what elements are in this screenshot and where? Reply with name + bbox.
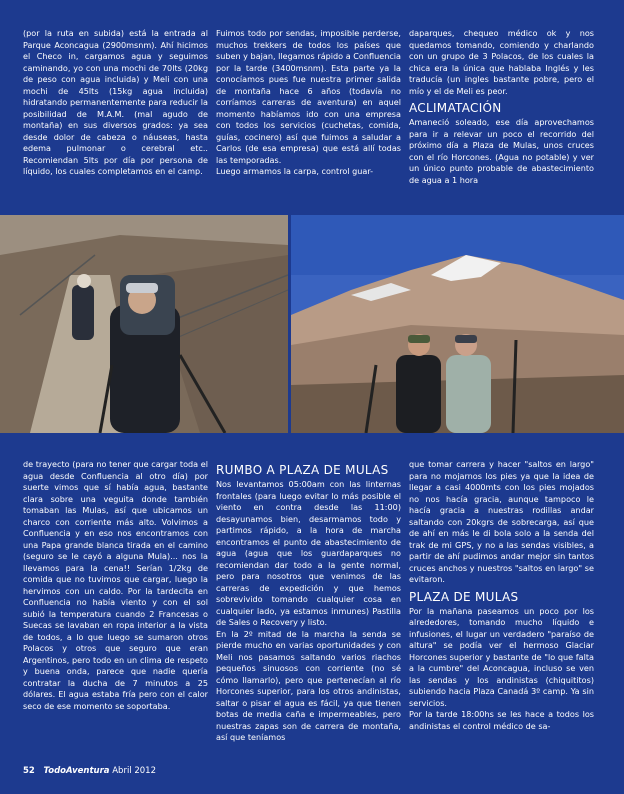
- paragraph: Fuimos todo por sendas, imposible perderse, muchos trekkers de todos los países que suben y bajan, llegamos rápido a Confluencia por la tarde (3400msnm). Esta parte ya la conocíamos pues fue nuestra primer salida de montaña hace 6 años (todavía no corríamos carreras de aventura) en aquel momento habíamos ido con una empresa con todos los servicios (cuchetas, comida, guías, cocinero) así que fuimos a saludar a Carlos (de esa empresa) que está allí todas las temporadas.: [216, 28, 401, 165]
- article-column-3: [409, 28, 594, 206]
- paragraph: que tomar carrera y hacer "saltos en largo" para no mojarnos los pies ya que la idea de llegar a casi 4000mts con los pies mojados no nos hacía gracia, aunque tampoco le hacía gracia a nuestras rodillas andar saltando con 20kgrs de sobrecarga, así que de ahí en más le di bola solo a la senda del trak de mi GPS, y no a las sendas visibles, a partir de ahí pudimos andar mejor sin tantos cruces anchos y nuestros "saltos en largo" se evitaron.: [409, 459, 594, 584]
- paragraph: de trayecto (para no tener que cargar toda el agua desde Confluencia al otro día) por suerte vimos que sí había agua, bastante clara sobre una veguita donde también tomaban las Mulas, así que ubicamos un charco con corriente más alto. Volvimos a Confluencia y en eso nos encontramos con una Papa grande blanca tirada en el camino (seguro se le cayó a alguna Mula)... nos la llevamos para la cena!! Serían 1/2kg de comida que no tuvimos que cargar, luego la hervimos con un caldo. Por la tardecita en Confluencia no había viento y con el sol subió la temperatura cuando 2 Francesas o Suecas se lavaban en ropa interior a la vista de todos, a lo que luego se sumaron otros Polacos y otros que seguro que eran Argentinos, pero todo en un clima de respeto y buena onda, parece que nadie quería contratar la ducha de 7 minutos a 25 dólares. El agua estaba fría pero con el calor seco de ese momento se soportaba.: [23, 459, 208, 711]
- paragraph: (por la ruta en subida) está la entrada al Parque Aconcagua (2900msnm). Ahí hicimos el Checo in, cargamos agua y seguimos caminando, yo con una mochi de 70lts (20kg de peso con agua incluida) y Meli con una mochi de 45lts (15kg agua incluida) hidratando permanentemente para reducir la posibilidad de M.A.M. (mal agudo de montaña) en sus diversos grados: ya sea desde dolor de cabeza o náuseas, hasta edema pulmonar o cerebral etc.. Recomiendan 5lts por día por persona de líquido, los cuales completamos en el camp.: [23, 28, 208, 176]
- photo-climbers-mountain: [291, 215, 624, 433]
- paragraph: daparques, chequeo médico ok y nos quedamos tomando, comiendo y charlando con un grupo de 3 Polacos, de los cuales la chica era la única que hablaba Inglés y les traducía (un ingles bastante pobre, pero el mío y el de Meli es peor.: [409, 28, 594, 96]
- magazine-name: TodoAventura: [43, 766, 110, 776]
- article-column-6: [409, 459, 594, 764]
- section-heading-plaza: PLAZA DE MULAS: [409, 589, 519, 604]
- article-column-4: [23, 459, 208, 764]
- page-number: 52: [23, 766, 35, 776]
- article-column-2: [216, 28, 401, 206]
- paragraph: Por la tarde 18:00hs se les hace a todos los andinistas el control médico de sa-: [409, 709, 594, 731]
- page-footer: [23, 766, 156, 776]
- paragraph: Luego armamos la carpa, control guar-: [216, 166, 374, 176]
- paragraph: En la 2º mitad de la marcha la senda se pierde mucho en varias oportunidades y con Meli nos pasamos saltando varios riachos pequeños sinuosos con corriente (no sé cómo llamarlo), pero que pertenecían al río Horcones superior, para los otros andinistas, saltar o pisar el agua es fácil, ya que tienen botas de media caña e impermeables, pero nuestras zapas son de carrera de montaña, así que teníamos: [216, 628, 401, 742]
- issue-date: Abril 2012: [112, 766, 156, 776]
- article-column-5: [216, 459, 401, 764]
- section-heading-rumbo: RUMBO A PLAZA DE MULAS: [216, 463, 389, 477]
- article-column-1: [23, 28, 208, 206]
- paragraph: Nos levantamos 05:00am con las linternas frontales (para luego evitar lo más posible el viento en contra desde las 11:00) desayunamos bien, desarmamos todo y partimos rápido, a la hora de marcha encontramos el punto de abastecimiento de agua (agua que los guardaparques no recomiendan dar todo a la gente normal, pero para nosotros que venimos de las carreras de expedición y que hemos sobrevivido tomando cualquier cosa en cualquier lado, ya estamos inmunes) Pastilla de Sales o Recovery y listo.: [216, 479, 401, 627]
- section-heading-aclimatacion: ACLIMATACIÓN: [409, 101, 502, 115]
- photo-trekker-bridge: [0, 215, 288, 433]
- paragraph: Amaneció soleado, ese día aprovechamos para ir a relevar un poco el recorrido del próximo día a Plaza de Mulas, unos cruces con el río Horcones. (Agua no potable) y ver un único punto probable de abastecimiento de agua a 1 hora: [409, 117, 594, 185]
- paragraph: Por la mañana paseamos un poco por los alrededores, tomando mucho líquido e infusiones, el lugar un verdadero "paraíso de altura" se podía ver el hermoso Glaciar Horcones superior y bastante de "lo que falta a la cumbre" del Aconcagua, incluso se ven las sendas y los andinistas (chiquititos) subiendo hacia Plaza Canadá 3º camp. Ya sin servicios.: [409, 605, 594, 708]
